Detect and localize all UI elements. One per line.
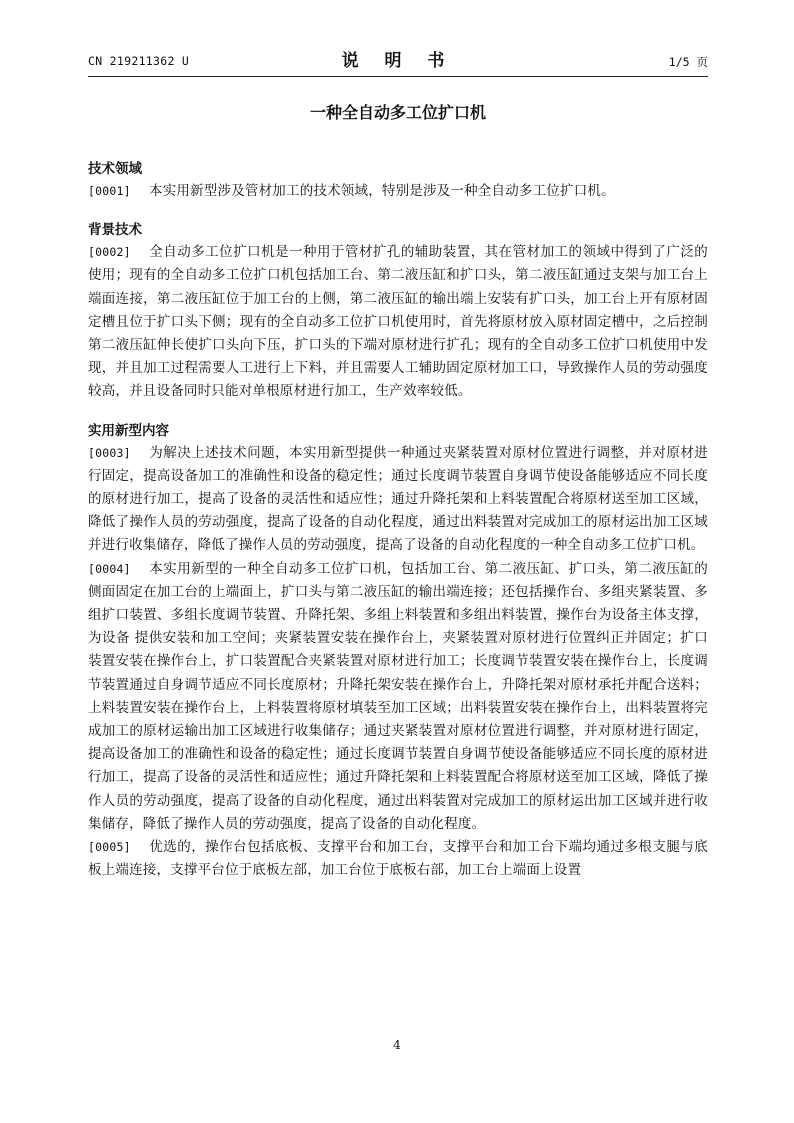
section-technical-field xyxy=(88,158,708,203)
page-number: 4 xyxy=(393,1038,401,1052)
header-rule xyxy=(88,76,708,77)
paragraph-text: 本实用新型涉及管材加工的技术领域，特别是涉及一种全自动多工位扩口机。 xyxy=(149,183,615,199)
paragraph xyxy=(88,836,708,882)
paragraph xyxy=(88,241,708,403)
section-heading: 技术领域 xyxy=(88,161,142,177)
section-utility-content xyxy=(88,420,708,883)
paragraph-number: [0005] xyxy=(88,840,131,855)
document-title: 一种全自动多工位扩口机 xyxy=(309,103,486,122)
paragraph-number: [0002] xyxy=(88,245,131,260)
document-header xyxy=(88,46,708,76)
section-heading: 背景技术 xyxy=(88,222,142,239)
paragraph-text: 全自动多工位扩口机是一种用于管材扩孔的辅助装置，其在管材加工的领域中得到了广泛的使用；现有的全自动多工位扩口机包括加工台、第二液压缸和扩口头，第二液压缸通过支架与加工台上端面连接，第二液压缸位于加工台的上侧，第二液压缸的输出端上安装有扩口头，加工台上开有原材固定槽且位于扩口头下侧；现有的全自动多工位扩口机使用时，首先将原材放入原材固定槽中，之后控制第二液压缸伸长使扩口头向下压，扩口头的下端对原材进行扩孔；现有的全自动多工位扩口机使用中发现，并且加工过程需要人工进行上下料，并且需要人工辅助固定原材加工口，导致操作人员的劳动强度较高，并且设备同时只能对单根原材进行加工，生产效率较低。 xyxy=(88,244,708,400)
document-body xyxy=(88,152,708,898)
section-heading: 实用新型内容 xyxy=(88,422,169,439)
paragraph-text: 优选的，操作台包括底板、支撑平台和加工台，支撑平台和加工台下端均通过多根支腿与底板上端连接，支撑平台位于底板左部，加工台位于底板右部，加工台上端面上设置 xyxy=(88,839,708,879)
paragraph xyxy=(88,558,708,836)
paragraph xyxy=(88,180,708,203)
paragraph-number: [0001] xyxy=(88,184,131,198)
paragraph xyxy=(88,442,708,558)
document-type: 说 明 书 xyxy=(341,51,455,71)
page-info: 1/5 页 xyxy=(668,55,708,69)
section-background xyxy=(88,219,708,403)
paragraph-text: 为解决上述技术问题，本实用新型提供一种通过夹紧装置对原材位置进行调整，并对原材进行固定，提高设备加工的准确性和设备的稳定性；通过长度调节装置自身调节使设备能够适应不同长度的原材进行加工，提高了设备的灵活性和适应性；通过升降托架和上料装置配合将原材送至加工区域，降低了操作人员的劳动强度，提高了设备的自动化程度，通过出料装置对完成加工的原材运出加工区域并进行收集储存，降低了操作人员的劳动强度，提高了设备的自动化程度的一种全自动多工位扩口机。 xyxy=(88,444,708,554)
paragraph-text: 本实用新型的一种全自动多工位扩口机，包括加工台、第二液压缸、扩口头，第二液压缸的侧面固定在加工台的上端面上，扩口头与第二液压缸的输出端连接；还包括操作台、多组夹紧装置、多组扩口装置、多组长度调节装置、升降托架、多组上料装置和多组出料装置，操作台为设备主体支撑，为设备 提供安装和加工空间；夹紧装置安装在操作台上，夹紧装置对原材进行位置纠正并固定；扩口装置安装在操作台上，扩口装置配合夹紧装置对原材进行加工；长度调节装置安装在操作台上，长度调节装置通过自身调节适应不同长度原材；升降托架安装在操作台上，升降托架对原材承托并配合送料；上料装置安装在操作台上，上料装置将原材填装至加工区域；出料装置安装在操作台上，出料装置将完成加工的原材运输出加工区域进行收集储存；通过夹紧装置对原材位置进行调整，并对原材进行固定，提高设备加工的准确性和设备的稳定性；通过长度调节装置自身调节使设备能够适应不同长度的原材进行加工，提高了设备的灵活性和适应性；通过升降托架和上料装置配合将原材送至加工区域，降低了操作人员的劳动强度，提高了设备的自动化程度，通过出料装置对完成加工的原材运出加工区域并进行收集储存，降低了操作人员的劳动强度，提高了设备的自动化程度。 xyxy=(88,560,708,832)
paragraph-number: [0003] xyxy=(88,445,131,460)
paragraph-number: [0004] xyxy=(88,561,131,576)
patent-number: CN 219211362 U xyxy=(88,54,190,68)
